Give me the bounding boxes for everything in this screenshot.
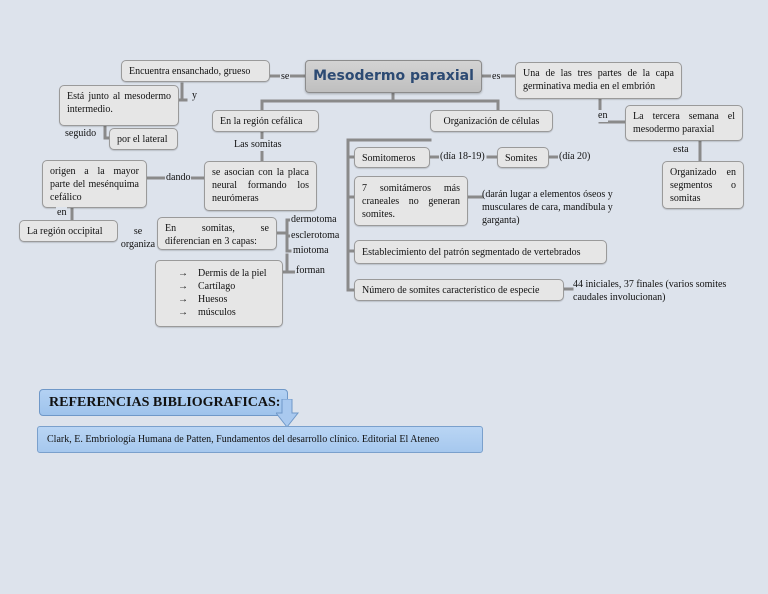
node-organizado-segmentos: Organizado en segmentos o somitas <box>662 161 744 209</box>
arrow-right-icon: → <box>178 281 188 292</box>
forman-list-item <box>176 267 275 280</box>
node-region-occipital: La región occipital <box>19 220 118 242</box>
node-encuentra-ensanchado: Encuentra ensanchado, grueso <box>121 60 270 82</box>
label-es: es <box>492 71 501 82</box>
label-dia-18-19: (día 18-19) <box>440 151 485 162</box>
node-organizacion-celulas: Organización de células <box>430 110 553 132</box>
label-las-somitas: Las somitas <box>234 139 282 150</box>
node-forman-list <box>155 260 283 327</box>
forman-item-label: Huesos <box>198 294 228 305</box>
node-somitomeros: Somitomeros <box>354 147 430 168</box>
node-numero-somites: Número de somites característico de especie <box>354 279 564 301</box>
callout-arrow-icon <box>276 399 300 429</box>
label-y: y <box>192 90 197 101</box>
label-dia-20: (día 20) <box>559 151 591 162</box>
forman-list-item <box>176 306 275 319</box>
main-title: Mesodermo paraxial <box>305 60 482 93</box>
label-forman: forman <box>296 265 325 276</box>
label-dando: dando <box>166 172 191 183</box>
node-craneales: 7 somitámeros más craneales no generan somites. <box>354 176 468 226</box>
label-dermotoma: dermotoma <box>291 214 337 225</box>
arrow-right-icon: → <box>178 307 188 318</box>
node-esta-junto: Está junto al mesodermo intermedio. <box>59 85 179 126</box>
label-se: se <box>281 71 290 82</box>
label-miotoma: miotoma <box>293 245 329 256</box>
label-daran-lugar: (darán lugar a elementos óseos y musculares de cara, mandíbula y garganta) <box>482 189 613 226</box>
label-en: en <box>57 207 67 218</box>
forman-list-item <box>176 293 275 306</box>
label-esta: esta <box>673 144 689 155</box>
node-por-el-lateral: por el lateral <box>109 128 178 150</box>
arrow-right-icon: → <box>178 294 188 305</box>
node-tres-partes: Una de las tres partes de la capa germinativa media en el embrión <box>515 62 682 99</box>
label-en-right: en <box>598 110 608 121</box>
node-establecimiento: Establecimiento del patrón segmentado de vertebrados <box>354 240 607 264</box>
node-region-cefalica: En la región cefálica <box>212 110 319 132</box>
node-somites: Somites <box>497 147 549 168</box>
node-somitas-capas: En somitas, se diferencian en 3 capas: <box>157 217 277 250</box>
forman-item-label: músculos <box>198 307 236 318</box>
node-se-asocian: se asocian con la placa neural formando los neurómeras <box>204 161 317 211</box>
arrow-right-icon: → <box>178 268 188 279</box>
node-origen-mesenquima: origen a la mayor parte del mesénquima cefálico <box>42 160 147 208</box>
forman-items <box>176 267 275 319</box>
references-heading: REFERENCIAS BIBLIOGRAFICAS: <box>39 389 288 416</box>
forman-item-label: Dermis de la piel <box>198 268 267 279</box>
label-esclerotoma: esclerotoma <box>291 230 340 241</box>
label-iniciales-finales: 44 iniciales, 37 finales (varios somites caudales involucionan) <box>573 279 727 303</box>
forman-item-label: Cartílago <box>198 281 236 292</box>
label-se-organiza: se organiza <box>118 225 158 251</box>
node-tercera-semana: La tercera semana el mesodermo paraxial <box>625 105 743 141</box>
reference-item: Clark, E. Embriología Humana de Patten, Fundamentos del desarrollo clínico. Editorial El Ateneo <box>37 426 483 453</box>
forman-list-item <box>176 280 275 293</box>
label-seguido: seguido <box>65 128 97 139</box>
